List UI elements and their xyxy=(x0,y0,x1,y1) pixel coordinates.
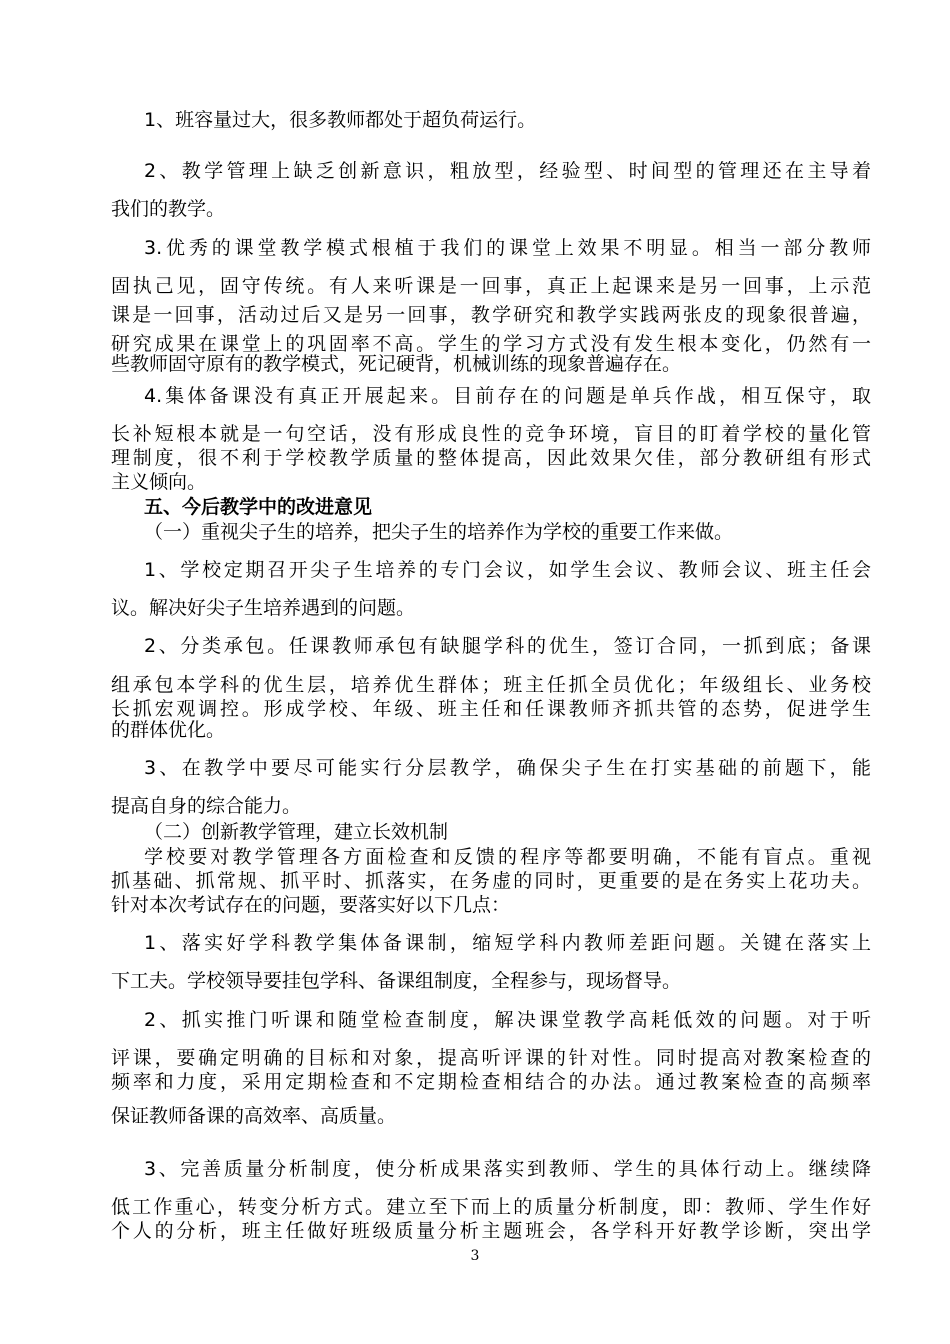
page-number: 3 xyxy=(470,1248,480,1264)
text-line: 3、完善质量分析制度，使分析成果落实到教师、学生的具体行动上。继续降 xyxy=(144,1158,871,1180)
text-line: 频率和力度，采用定期检查和不定期检查相结合的办法。通过教案检查的高频率 xyxy=(111,1071,871,1093)
text-line: 我们的教学。 xyxy=(111,198,226,220)
text-line: 1、落实好学科教学集体备课制，缩短学科内教师差距问题。关键在落实上 xyxy=(144,932,871,954)
text-line: 主义倾向。 xyxy=(111,471,207,493)
text-line: 1、班容量过大，很多教师都处于超负荷运行。 xyxy=(144,109,537,131)
subsection-heading: （二）创新教学管理，建立长效机制 xyxy=(144,821,449,843)
text-line: 提高自身的综合能力。 xyxy=(111,795,302,817)
text-line: 针对本次考试存在的问题，要落实好以下几点： xyxy=(111,894,511,916)
text-line: 1、学校定期召开尖子生培养的专门会议，如学生会议、教师会议、班主任会 xyxy=(144,559,871,581)
text-line: 研究成果在课堂上的巩固率不高。学生的学习方式没有发生根本变化，仍然有一 xyxy=(111,333,871,355)
text-line: 保证教师备课的高效率、高质量。 xyxy=(111,1105,397,1127)
text-line: 学校要对教学管理各方面检查和反馈的程序等都要明确，不能有盲点。重视 xyxy=(144,846,871,868)
text-line: 2、分类承包。任课教师承包有缺腿学科的优生，签订合同，一抓到底；备课 xyxy=(144,635,871,657)
text-line: 3、在教学中要尽可能实行分层教学，确保尖子生在打实基础的前题下，能 xyxy=(144,757,871,779)
text-line: 个人的分析，班主任做好班级质量分析主题班会，各学科开好教学诊断，突出学 xyxy=(111,1220,871,1242)
text-line: 理制度，很不利于学校教学质量的整体提高，因此效果欠佳，部分教研组有形式 xyxy=(111,447,871,469)
text-line: 议。解决好尖子生培养遇到的问题。 xyxy=(111,597,416,619)
text-line: 4.集体备课没有真正开展起来。目前存在的问题是单兵作战，相互保守，取 xyxy=(144,385,871,407)
text-line: 下工夫。学校领导要挂包学科、备课组制度，全程参与，现场督导。 xyxy=(111,970,682,992)
text-line: 的群体优化。 xyxy=(111,719,226,741)
text-line: 长补短根本就是一句空话，没有形成良性的竞争环境，盲目的盯着学校的量化管 xyxy=(111,423,871,445)
text-line: 组承包本学科的优生层，培养优生群体；班主任抓全员优化；年级组长、业务校 xyxy=(111,674,871,696)
text-line: 课是一回事，活动过后又是另一回事，教学研究和教学实践两张皮的现象很普遍， xyxy=(111,304,871,326)
text-line: 长抓宏观调控。形成学校、年级、班主任和任课教师齐抓共管的态势，促进学生 xyxy=(111,698,871,720)
text-line: 评课，要确定明确的目标和对象，提高听评课的针对性。同时提高对教案检查的 xyxy=(111,1047,871,1069)
text-line: 固执己见，固守传统。有人来听课是一回事，真正上起课来是另一回事，上示范 xyxy=(111,275,871,297)
text-line: 抓基础、抓常规、抓平时、抓落实，在务虚的同时，更重要的是在务实上花功夫。 xyxy=(111,870,871,892)
text-line: 低工作重心，转变分析方式。建立至下而上的质量分析制度，即：教师、学生作好 xyxy=(111,1196,871,1218)
subsection-heading: （一）重视尖子生的培养，把尖子生的培养作为学校的重要工作来做。 xyxy=(144,521,734,543)
text-line: 2、抓实推门听课和随堂检查制度，解决课堂教学高耗低效的问题。对于听 xyxy=(144,1009,871,1031)
text-line: 3.优秀的课堂教学模式根植于我们的课堂上效果不明显。相当一部分教师 xyxy=(144,237,871,259)
section-heading: 五、今后教学中的改进意见 xyxy=(144,496,373,518)
text-line: 些教师固守原有的教学模式，死记硬背，机械训练的现象普遍存在。 xyxy=(111,353,682,375)
text-line: 2、教学管理上缺乏创新意识，粗放型，经验型、时间型的管理还在主导着 xyxy=(144,160,871,182)
